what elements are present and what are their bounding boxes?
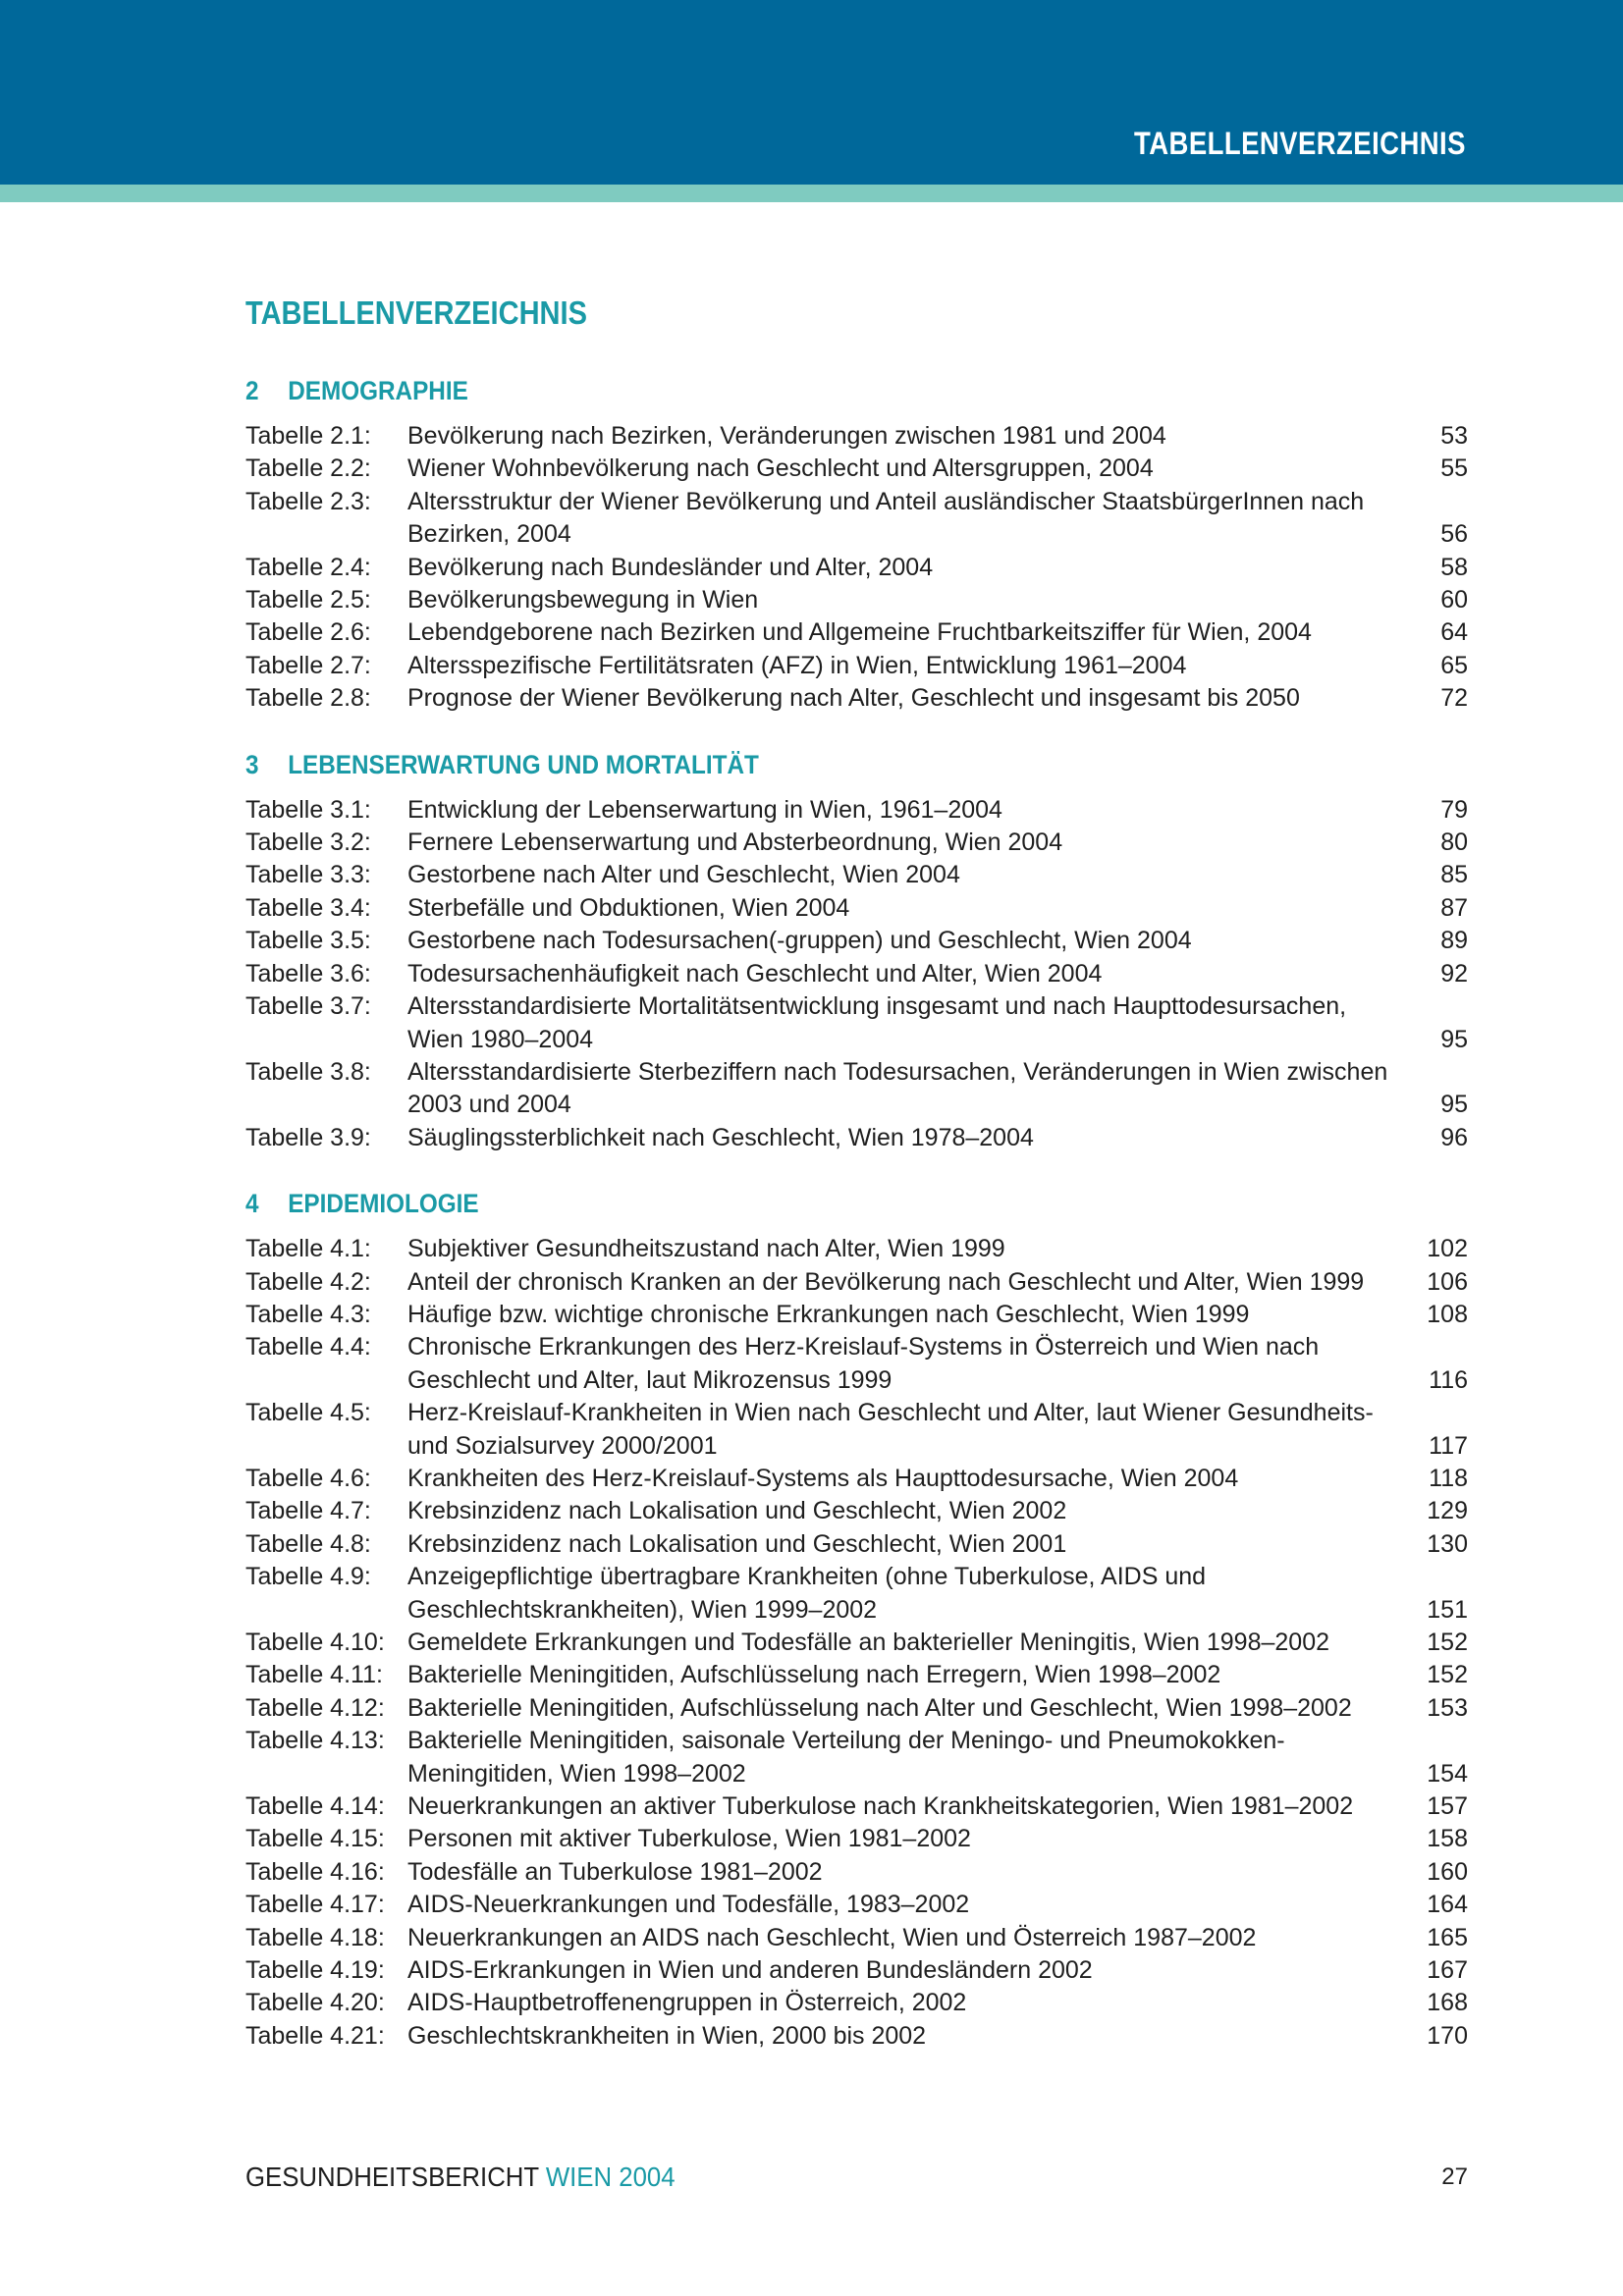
toc-entry[interactable] xyxy=(245,1122,1468,1154)
table-title: Entwicklung der Lebenserwartung in Wien, 1961–2004 xyxy=(407,795,1002,824)
toc-entry[interactable] xyxy=(245,486,1468,552)
table-label: Tabelle 4.15: xyxy=(245,1825,385,1853)
page-number: 72 xyxy=(1440,684,1468,713)
toc-entry[interactable] xyxy=(245,1659,1468,1691)
table-title: Gestorbene nach Todesursachen(-gruppen) und Geschlecht, Wien 2004 xyxy=(407,927,1192,955)
toc-entry[interactable] xyxy=(245,794,1468,827)
table-label: Tabelle 3.6: xyxy=(245,959,371,988)
page-number: 118 xyxy=(1429,1464,1468,1492)
table-title: Bevölkerung nach Bundesländer und Alter, 2004 xyxy=(407,553,934,581)
toc-entry[interactable] xyxy=(245,1922,1468,1954)
table-title: Häufige bzw. wichtige chronische Erkrankungen nach Geschlecht, Wien 1999 xyxy=(407,1300,1250,1328)
page-number: 89 xyxy=(1440,927,1468,955)
table-label: Tabelle 4.17: xyxy=(245,1891,385,1919)
page-number: 129 xyxy=(1427,1497,1468,1525)
table-label: Tabelle 3.3: xyxy=(245,861,371,889)
page-number: 53 xyxy=(1440,422,1468,450)
table-label: Tabelle 2.8: xyxy=(245,684,371,713)
page-number: 65 xyxy=(1440,651,1468,679)
toc-entry[interactable] xyxy=(245,1397,1468,1463)
page-number: 58 xyxy=(1440,553,1468,581)
toc-entry[interactable] xyxy=(245,1561,1468,1627)
toc-entry[interactable] xyxy=(245,616,1468,649)
table-label: Tabelle 2.7: xyxy=(245,651,371,679)
toc-entry[interactable] xyxy=(245,1495,1468,1527)
table-label: Tabelle 4.20: xyxy=(245,1989,385,2017)
toc-entry[interactable] xyxy=(245,1692,1468,1725)
table-label: Tabelle 3.5: xyxy=(245,927,371,955)
page-number: 152 xyxy=(1427,1629,1468,1656)
page-number: 108 xyxy=(1427,1300,1468,1328)
table-title: Bevölkerung nach Bezirken, Veränderungen zwischen 1981 und 2004 xyxy=(407,422,1166,450)
table-title: Bakterielle Meningitiden, saisonale Verteilung der Meningo- und Pneumokokken-Meningitiden, Wien 1998–2002 xyxy=(407,1727,1285,1788)
page-number: 116 xyxy=(1429,1365,1468,1394)
table-title: Bakterielle Meningitiden, Aufschlüsselung nach Erregern, Wien 1998–2002 xyxy=(407,1661,1221,1689)
page-title: TABELLENVERZEICHNIS xyxy=(245,294,587,331)
table-title: Altersstandardisierte Sterbeziffern nach Todesursachen, Veränderungen in Wien zwischen 2003 und 2004 xyxy=(407,1057,1388,1119)
table-title: Altersspezifische Fertilitätsraten (AFZ) in Wien, Entwicklung 1961–2004 xyxy=(407,651,1187,679)
table-title: Fernere Lebenserwartung und Absterbeordnung, Wien 2004 xyxy=(407,828,1063,857)
table-title: Gestorbene nach Alter und Geschlecht, Wien 2004 xyxy=(407,861,960,889)
page-number: 106 xyxy=(1427,1267,1468,1296)
footer-page-number: 27 xyxy=(1441,2163,1468,2190)
table-label: Tabelle 2.3: xyxy=(245,487,371,515)
table-title: Bevölkerungsbewegung in Wien xyxy=(407,586,759,614)
table-label: Tabelle 4.8: xyxy=(245,1529,371,1558)
table-title: Säuglingssterblichkeit nach Geschlecht, Wien 1978–2004 xyxy=(407,1123,1034,1151)
table-title: Gemeldete Erkrankungen und Todesfälle an bakterieller Meningitis, Wien 1998–2002 xyxy=(407,1629,1330,1656)
page-number: 152 xyxy=(1427,1661,1468,1689)
table-label: Tabelle 2.4: xyxy=(245,553,371,581)
toc-entry[interactable] xyxy=(245,1233,1468,1265)
table-label: Tabelle 2.5: xyxy=(245,586,371,614)
toc-entry[interactable] xyxy=(245,958,1468,990)
page-number: 167 xyxy=(1427,1956,1468,1985)
page-number: 95 xyxy=(1440,1025,1468,1053)
toc-entry[interactable] xyxy=(245,990,1468,1056)
page-number: 160 xyxy=(1427,1857,1468,1886)
page-number: 79 xyxy=(1440,795,1468,824)
footer-publication-name: GESUNDHEITSBERICHT xyxy=(245,2162,539,2192)
table-label: Tabelle 3.2: xyxy=(245,828,371,857)
table-title: AIDS-Erkrankungen in Wien und anderen Bundesländern 2002 xyxy=(407,1956,1093,1985)
page-number: 95 xyxy=(1440,1091,1468,1119)
toc-entry[interactable] xyxy=(245,584,1468,616)
toc-entry[interactable] xyxy=(245,1331,1468,1397)
page-number: 130 xyxy=(1427,1529,1468,1558)
page-number: 96 xyxy=(1440,1123,1468,1151)
section-heading xyxy=(245,1184,1346,1223)
table-label: Tabelle 4.14: xyxy=(245,1792,385,1821)
page-number: 117 xyxy=(1429,1431,1468,1460)
section-number: 4 xyxy=(245,1189,259,1219)
table-title: Todesursachenhäufigkeit nach Geschlecht und Alter, Wien 2004 xyxy=(407,959,1103,988)
toc-entry[interactable] xyxy=(245,2020,1468,2053)
table-label: Tabelle 4.3: xyxy=(245,1300,371,1328)
table-title: Todesfälle an Tuberkulose 1981–2002 xyxy=(407,1857,823,1886)
table-label: Tabelle 4.9: xyxy=(245,1563,371,1591)
table-label: Tabelle 4.12: xyxy=(245,1693,385,1722)
section-title: LEBENSERWARTUNG UND MORTALITÄT xyxy=(288,749,759,779)
toc-entry[interactable] xyxy=(245,453,1468,485)
page-number: 87 xyxy=(1440,893,1468,922)
table-label: Tabelle 3.4: xyxy=(245,893,371,922)
section-heading xyxy=(245,745,1346,784)
table-label: Tabelle 4.18: xyxy=(245,1923,385,1951)
section-title: EPIDEMIOLOGIE xyxy=(288,1189,479,1219)
table-title: Subjektiver Gesundheitszustand nach Alter, Wien 1999 xyxy=(407,1235,1005,1263)
sections-container xyxy=(245,371,1468,2053)
table-label: Tabelle 4.13: xyxy=(245,1727,385,1755)
table-title: Anzeigepflichtige übertragbare Krankheiten (ohne Tuberkulose, AIDS und Geschlechtskrankheiten), Wien 1999–2002 xyxy=(407,1563,1207,1624)
footer-publication-accent: WIEN 2004 xyxy=(545,2162,676,2192)
page-number: 102 xyxy=(1427,1235,1468,1263)
toc-entry[interactable] xyxy=(245,827,1468,859)
table-label: Tabelle 2.1: xyxy=(245,422,371,450)
page-number: 164 xyxy=(1427,1891,1468,1919)
table-label: Tabelle 4.5: xyxy=(245,1399,371,1427)
table-label: Tabelle 3.9: xyxy=(245,1123,371,1151)
page-number: 80 xyxy=(1440,828,1468,857)
table-label: Tabelle 4.19: xyxy=(245,1956,385,1985)
toc-entry[interactable] xyxy=(245,1266,1468,1299)
toc-entry[interactable] xyxy=(245,925,1468,957)
page-number: 170 xyxy=(1427,2021,1468,2050)
table-title: Anteil der chronisch Kranken an der Bevölkerung nach Geschlecht und Alter, Wien 1999 xyxy=(407,1267,1365,1296)
table-title: Prognose der Wiener Bevölkerung nach Alter, Geschlecht und insgesamt bis 2050 xyxy=(407,684,1300,713)
table-label: Tabelle 4.16: xyxy=(245,1857,385,1886)
page-number: 165 xyxy=(1427,1923,1468,1951)
toc-entry[interactable] xyxy=(245,1889,1468,1921)
page-number: 85 xyxy=(1440,861,1468,889)
table-label: Tabelle 4.2: xyxy=(245,1267,371,1296)
page-number: 64 xyxy=(1440,618,1468,647)
toc-entry[interactable] xyxy=(245,1954,1468,1987)
table-label: Tabelle 4.1: xyxy=(245,1235,371,1263)
table-title: Chronische Erkrankungen des Herz-Kreislauf-Systems in Österreich und Wien nach Geschlecht und Alter, laut Mikrozensus 1999 xyxy=(407,1333,1320,1394)
page-number: 153 xyxy=(1427,1693,1468,1722)
table-label: Tabelle 4.21: xyxy=(245,2021,385,2050)
page-number: 92 xyxy=(1440,959,1468,988)
toc-entry[interactable] xyxy=(245,420,1468,453)
header-stripe xyxy=(0,185,1623,202)
section-title: DEMOGRAPHIE xyxy=(288,376,468,405)
toc-entry[interactable] xyxy=(245,1299,1468,1331)
table-label: Tabelle 4.10: xyxy=(245,1629,385,1656)
table-title: Altersstandardisierte Mortalitätsentwicklung insgesamt und nach Haupttodesursachen, Wien 1980–2004 xyxy=(407,992,1347,1053)
toc-entry[interactable] xyxy=(245,1725,1468,1790)
footer-publication xyxy=(245,2162,676,2193)
toc-entry[interactable] xyxy=(245,552,1468,584)
section-number: 3 xyxy=(245,749,259,779)
table-title: Geschlechtskrankheiten in Wien, 2000 bis 2002 xyxy=(407,2021,927,2050)
table-title: Altersstruktur der Wiener Bevölkerung und Anteil ausländischer StaatsbürgerInnen nach Bezirken, 2004 xyxy=(407,487,1365,549)
table-title: Herz-Kreislauf-Krankheiten in Wien nach Geschlecht und Alter, laut Wiener Gesundheits- und Sozialsurvey 2000/2001 xyxy=(407,1399,1374,1460)
toc-entry[interactable] xyxy=(245,1056,1468,1122)
table-title: AIDS-Neuerkrankungen und Todesfälle, 1983–2002 xyxy=(407,1891,970,1919)
table-title: Sterbefälle und Obduktionen, Wien 2004 xyxy=(407,893,850,922)
page-number: 158 xyxy=(1427,1825,1468,1853)
page-number: 157 xyxy=(1427,1792,1468,1821)
page-number: 55 xyxy=(1440,454,1468,483)
table-label: Tabelle 3.8: xyxy=(245,1057,371,1086)
section-number: 2 xyxy=(245,376,259,405)
toc-entry[interactable] xyxy=(245,859,1468,891)
table-title: Neuerkrankungen an AIDS nach Geschlecht, Wien und Österreich 1987–2002 xyxy=(407,1923,1257,1951)
page-number: 151 xyxy=(1427,1595,1468,1624)
table-title: Krebsinzidenz nach Lokalisation und Geschlecht, Wien 2002 xyxy=(407,1497,1067,1525)
table-label: Tabelle 2.2: xyxy=(245,454,371,483)
table-label: Tabelle 4.11: xyxy=(245,1661,383,1689)
header-title: TABELLENVERZEICHNIS xyxy=(1134,126,1466,161)
table-label: Tabelle 3.1: xyxy=(245,795,371,824)
table-label: Tabelle 4.6: xyxy=(245,1464,371,1492)
table-title: Neuerkrankungen an aktiver Tuberkulose nach Krankheitskategorien, Wien 1981–2002 xyxy=(407,1792,1354,1821)
toc-entry[interactable] xyxy=(245,1987,1468,2019)
table-title: Lebendgeborene nach Bezirken und Allgemeine Fruchtbarkeitsziffer für Wien, 2004 xyxy=(407,618,1312,647)
table-of-contents xyxy=(245,294,1468,2053)
toc-entry[interactable] xyxy=(245,1627,1468,1659)
toc-entry[interactable] xyxy=(245,1790,1468,1823)
toc-entry[interactable] xyxy=(245,892,1468,925)
table-label: Tabelle 2.6: xyxy=(245,618,371,647)
page-number: 60 xyxy=(1440,586,1468,614)
toc-entry[interactable] xyxy=(245,1528,1468,1561)
table-title: Bakterielle Meningitiden, Aufschlüsselung nach Alter und Geschlecht, Wien 1998–2002 xyxy=(407,1693,1352,1722)
table-title: Wiener Wohnbevölkerung nach Geschlecht und Altersgruppen, 2004 xyxy=(407,454,1154,483)
section-heading xyxy=(245,371,1346,410)
table-title: Personen mit aktiver Tuberkulose, Wien 1981–2002 xyxy=(407,1825,971,1853)
table-label: Tabelle 3.7: xyxy=(245,992,371,1021)
toc-entry[interactable] xyxy=(245,1463,1468,1495)
table-title: Krankheiten des Herz-Kreislauf-Systems als Haupttodesursache, Wien 2004 xyxy=(407,1464,1239,1492)
toc-entry[interactable] xyxy=(245,1856,1468,1889)
table-title: Krebsinzidenz nach Lokalisation und Geschlecht, Wien 2001 xyxy=(407,1529,1067,1558)
page-number: 154 xyxy=(1427,1759,1468,1788)
table-label: Tabelle 4.7: xyxy=(245,1497,371,1525)
page-number: 168 xyxy=(1427,1989,1468,2017)
page-number: 56 xyxy=(1440,520,1468,549)
toc-entry[interactable] xyxy=(245,682,1468,715)
toc-entry[interactable] xyxy=(245,650,1468,682)
table-label: Tabelle 4.4: xyxy=(245,1333,371,1362)
table-title: AIDS-Hauptbetroffenengruppen in Österreich, 2002 xyxy=(407,1989,967,2017)
toc-entry[interactable] xyxy=(245,1823,1468,1855)
